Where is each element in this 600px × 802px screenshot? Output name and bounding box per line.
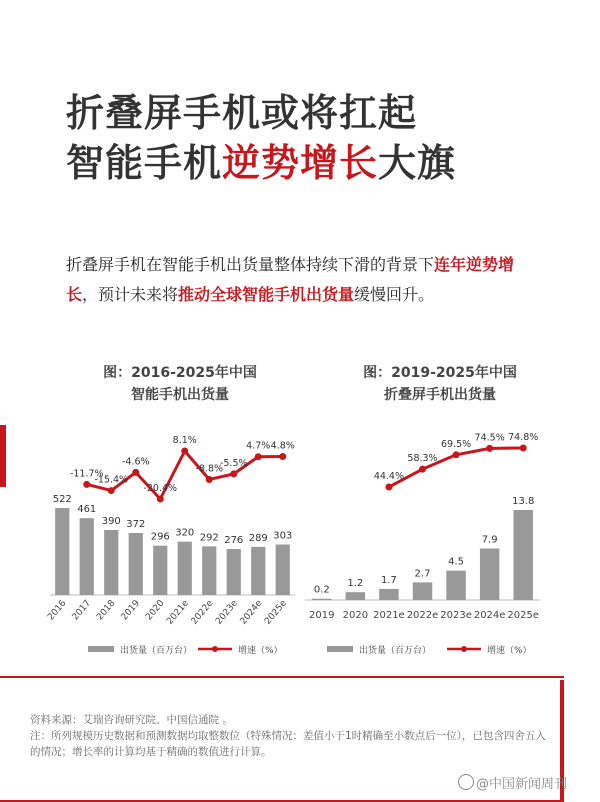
x-tick-label: 2024e [473,610,506,621]
bar-value-label: 2.7 [414,568,431,580]
bar [129,533,143,595]
bar [178,542,192,595]
bar [104,530,118,595]
growth-point [157,496,164,503]
left-accent-bar [0,425,6,487]
bar [312,599,331,600]
intro-highlight-1: 连年逆势增长 [66,255,515,304]
growth-value-label: 4.7% [246,440,271,452]
legend-bar-label: 出货量（百万台） [359,646,432,656]
bar-value-label: 320 [175,527,195,539]
bar-value-label: 1.7 [380,574,397,586]
bar [202,546,216,595]
bar [55,508,69,595]
bar-value-label: 276 [224,535,244,546]
bar [227,549,241,595]
growth-value-label: 4.8% [270,440,295,452]
growth-point [520,445,527,452]
watermark [458,773,567,792]
x-tick-label: 2018 [95,598,118,623]
x-tick-label: 2016 [46,598,69,623]
x-tick-label: 2022e [189,598,216,627]
x-tick-label: 2021e [165,598,192,627]
growth-point [453,451,460,458]
bar-value-label: 461 [77,504,97,516]
growth-value-label: 74.8% [508,432,539,443]
watermark-text: @中国新闻周刊 [476,777,568,792]
chart1-title-line2: 智能手机出货量 [131,387,229,403]
footnote-source: 资料来源：艾瑞咨询研究院、中国信通院 。 [30,714,233,726]
chart2-title [320,362,560,406]
growth-value-label: -5.5% [219,457,248,469]
bar-value-label: 390 [101,516,121,527]
bar [480,548,499,600]
growth-point [181,448,188,455]
smartphone-shipments-chart [46,415,300,665]
footnote [30,712,550,760]
chart2-title-line1: 图：2019-2025年中国 [363,365,517,381]
x-tick-label: 2023e [440,610,472,621]
bar-value-label: 292 [199,532,219,544]
legend-bar-label: 出货量（百万台） [120,646,193,656]
chart1-title-line1: 图：2016-2025年中国 [103,365,257,381]
footnote-note: 注：所列规模历史数据和预测数据均取整数位（特殊情况：差值小于1时精确至小数点后一位），已包含四舍五入的情况；增长率的计算均基于精确的数值进行计算。 [30,730,546,758]
intro-part3: ，预计未来将 [82,285,179,304]
growth-point [279,453,286,460]
bar [513,510,532,600]
headline-line1: 折叠屏手机或将扛起 [66,91,418,135]
x-tick-label: 2021e [373,610,405,621]
bar [80,518,94,595]
legend-line-marker [461,646,467,652]
growth-value-label: -4.6% [121,456,150,468]
bar-value-label: 522 [52,494,72,505]
bar [276,545,290,596]
headline-line2-pre: 智能手机 [66,141,223,185]
growth-point [83,481,90,488]
chart2-title-line2: 折叠屏手机出货量 [384,387,496,403]
growth-point [419,466,426,473]
x-tick-label: 2022e [406,610,439,621]
intro-part5: 缓慢回升。 [354,285,435,304]
chart1-title [60,362,300,406]
bar-value-label: 7.9 [481,534,498,546]
x-tick-label: 2019 [309,610,335,621]
legend-bar-swatch [327,646,353,652]
growth-point [385,484,392,491]
x-tick-label: 2023e [214,598,241,627]
bar-value-label: 296 [150,531,170,543]
x-tick-label: 2025e [507,610,540,621]
x-tick-label: 2019 [119,598,143,623]
intro-highlight-2: 推动全球智能手机出货量 [178,285,355,304]
growth-point [255,453,262,460]
x-tick-label: 2024e [238,598,265,627]
growth-point [206,476,213,483]
bar-value-label: 372 [126,519,146,530]
bar-value-label: 303 [273,530,293,542]
bar [413,582,432,600]
headline-line2 [66,138,456,188]
bar-value-label: 13.8 [512,496,535,507]
bar-value-label: 0.2 [313,584,330,596]
x-tick-label: 2020 [342,610,369,621]
x-tick-label: 2025e [263,598,290,627]
growth-value-label: 69.5% [440,438,472,450]
x-tick-label: 2020 [144,598,167,623]
bar [251,547,265,595]
growth-value-label: -15.4% [94,474,129,486]
footer-top-rule [0,676,564,678]
weibo-icon [458,774,474,790]
bar-value-label: 1.2 [347,578,364,590]
legend-line-marker [212,646,218,652]
headline-highlight: 逆势增长 [222,141,379,185]
growth-value-label: 8.1% [172,435,197,446]
headline-line2-post: 大旗 [378,141,457,185]
growth-value-label: -11.7% [69,468,104,480]
headline [66,88,456,188]
growth-point [108,487,115,494]
bar [153,546,167,595]
legend-bar-swatch [88,646,114,652]
intro-part1: 折叠屏手机在智能手机出货量整体持续下滑的背景下 [66,255,435,274]
growth-point [132,469,139,476]
legend-line-label: 增速（%） [238,646,283,656]
growth-point [230,470,237,477]
growth-value-label: -8.8% [195,463,224,475]
legend-line-label: 增速（%） [487,646,532,656]
foldable-shipments-chart [305,415,555,665]
growth-value-label: 74.5% [474,432,505,444]
x-tick-label: 2017 [70,598,94,623]
growth-value-label: -20.4% [143,483,178,494]
growth-value-label: 44.4% [373,471,405,482]
intro-paragraph [66,250,546,310]
bar-value-label: 4.5 [448,556,465,568]
bar [379,589,398,600]
growth-value-label: 58.3% [407,453,438,465]
bar [346,592,365,600]
growth-point [486,445,493,452]
bar-value-label: 289 [248,532,268,544]
bar [446,571,465,600]
